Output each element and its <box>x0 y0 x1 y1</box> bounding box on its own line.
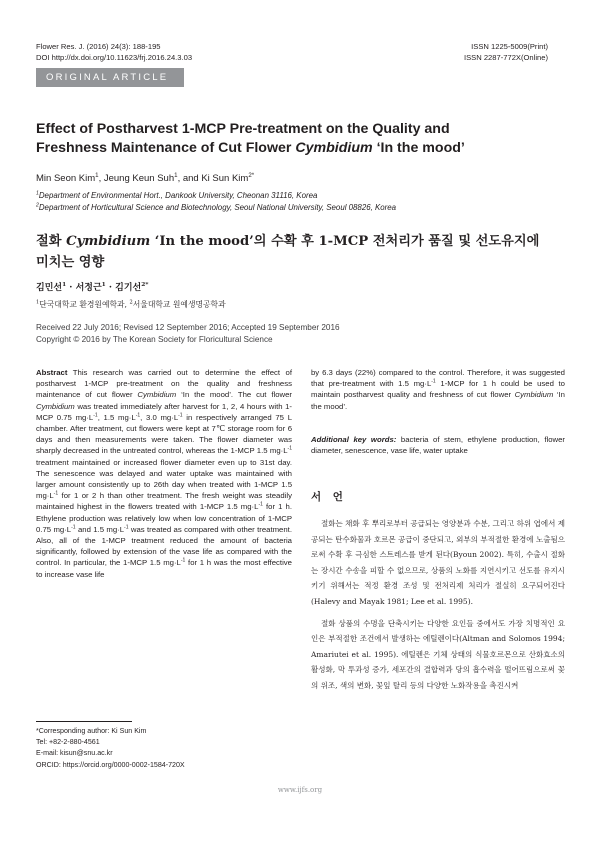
korean-author-1: 김민선 <box>36 283 63 293</box>
unit-exponent: -1 <box>431 378 436 385</box>
article-type-badge: ORIGINAL ARTICLE <box>36 68 184 87</box>
affiliation-2-text: Department of Horticultural Science and Biotechnology, Seoul National University, Seoul 08826, Korea <box>38 203 397 212</box>
abstract-text: in respectively arranged 75 L chamber. After treatment, cut flowers were kept at 7℃ storage room for 6 days and then measurements were taken. The flower diameter was sharply decreased in the untreated control, whereas the 1-MCP 1.5 mg·L <box>36 412 293 456</box>
korean-author-2-sup: 1 <box>101 282 106 288</box>
author-2-sup: 1 <box>174 171 178 179</box>
korean-title-part: 절화 <box>36 234 67 249</box>
abstract-text: for 1 h. Ethylene production was relatively low when low concentration of 1-MCP 0.75 mg·L <box>36 502 293 534</box>
abstract-species: Cymbidium <box>36 401 75 411</box>
unit-exponent: -1 <box>287 445 292 452</box>
korean-author-2: 서정근 <box>75 283 102 293</box>
abstract-text: 1-MCP for 1 h could be used to maintain postharvest quality and freshness of cut flower <box>311 379 565 400</box>
unit-exponent: -1 <box>124 524 129 531</box>
abstract-text: for 1 or 2 h than other treatment. The fresh weight was steadily maintained highest in the flowers treated with 1-MCP 1.5 mg·L <box>36 491 292 512</box>
abstract-text: ‘In the mood’. The cut flower <box>176 390 292 400</box>
korean-title-part: ‘In the mood’의 수확 후 1-MCP 전처리가 품질 및 선도유지에 <box>150 234 540 249</box>
abstract-text: was treated as compared with other treatment. Also, all of the 1-MCP treatment reduced the amount of bacteria significantly, followed by extension of the vase life as compared with the control. In particular, the 1-MCP 1.5 mg·L <box>36 524 292 568</box>
korean-author-sep: · <box>66 283 76 293</box>
author-sep: , <box>98 173 104 184</box>
footer-url[interactable]: www.ijfs.org <box>277 786 323 794</box>
affiliation-2-sup: 2 <box>36 202 39 209</box>
intro-paragraph: 절화 상품의 수명을 단축시키는 다양한 요인들 중에서도 가장 치명적인 요인은 부적절한 조건에서 발생하는 에틸렌이다(Altman and Solomos 1994; Amariutei et al. 1995). 에틸렌은 기체 상태의 식물호르몬으로 산화효소의 활성화, 막 투과성 증가, 세포간의 결합력과 당의 흡수력을 떨어뜨림으로써 꽃의 위조, 색의 변화, 꽃잎 탈리 등의 다양한 노화작용을 촉진시켜 <box>311 618 565 690</box>
keywords-label: Additional key words: <box>311 435 397 444</box>
unit-exponent: -1 <box>180 557 186 564</box>
korean-author-list <box>36 282 148 294</box>
korean-author-3: 김기선 <box>115 283 142 293</box>
author-3: Ki Sun Kim <box>201 173 249 184</box>
unit-exponent: -1 <box>178 412 183 419</box>
author-tel: Tel: +82-2-880-4561 <box>36 738 100 747</box>
author-3-sup: 2* <box>248 171 255 179</box>
korean-title-line-2: 미치는 영향 <box>36 255 105 270</box>
article-title <box>36 120 576 158</box>
abstract-text: , 1.5 mg·L <box>97 412 136 422</box>
publication-dates <box>36 322 340 345</box>
affiliation-2 <box>36 202 396 213</box>
korean-title-line-1 <box>36 231 576 252</box>
title-line-2 <box>36 139 576 158</box>
corresponding-author-footnote <box>36 726 185 771</box>
abstract-text: and 1.5 mg·L <box>75 524 125 534</box>
intro-paragraph: 절화는 채화 후 뿌리로부터 공급되는 영양분과 수분, 그리고 하위 엽에서 제공되는 탄수화물과 호르몬 공급이 중단되고, 외부의 부적절한 환경에 노출됨으로써 수확 후 극심한 스트레스를 받게 된다(Byoun 2002). 특히, 수출시 절화는 장시간 수송을 피할 수 없으므로, 상품의 노화를 지연시키고 선도를 유지시키기 위해서는 적정 환경 조성 및 전처리제 처리가 절실히 요구되어진다(Halevy and Mayak 1981; Lee et al. 1995). <box>311 519 565 606</box>
abstract <box>36 367 292 580</box>
author-email[interactable]: E-mail: kisun@snu.ac.kr <box>36 749 113 758</box>
abstract-text: ‘In the mood’. <box>311 390 565 411</box>
issn-print: ISSN 1225-5009(Print) <box>471 42 548 51</box>
author-sep: , and <box>177 173 202 184</box>
footnote-rule <box>36 721 132 722</box>
abstract-text: by 6.3 days (22%) compared to the control. Therefore, it was suggested that pre-treatment with 1.5 mg·L <box>311 368 565 389</box>
korean-author-1-sup: 1 <box>62 282 67 288</box>
introduction-body <box>311 516 565 700</box>
doi-line[interactable]: DOI http://dx.doi.org/10.11623/frj.2016.24.3.03 <box>36 53 193 62</box>
author-list <box>36 173 254 185</box>
affiliation-1-text: Department of Environmental Hort., Dankook University, Cheonan 31116, Korea <box>38 191 318 200</box>
abstract-text: was treated immediately after harvest for 1, 2, 4 hours with 1-MCP 0.75 mg·L <box>36 401 292 422</box>
title-species: Cymbidium <box>295 140 373 156</box>
unit-exponent: -1 <box>93 412 98 419</box>
korean-aff-2-sup: 2 <box>129 299 133 306</box>
journal-line: Flower Res. J. (2016) 24(3): 188-195 <box>36 42 161 51</box>
abstract-text: This research was carried out to determine the effect of postharvest 1-MCP pre-treatment on the quality and freshness maintenance of cut flower <box>36 368 292 400</box>
unit-exponent: -1 <box>135 412 141 419</box>
keywords-text: bacteria of stem, ethylene production, flower diameter, senescence, vase life, water uptake <box>311 435 565 456</box>
journal-citation <box>36 41 192 63</box>
korean-aff-2: 서울대학교 원예생명공학과 <box>132 300 226 309</box>
issn-block <box>464 41 548 63</box>
abstract-species: Cymbidium <box>137 390 177 400</box>
unit-exponent: -1 <box>53 490 59 497</box>
abstract-text: treatment maintained or increased flower diameter even up to 31st day. The senescence was delayed and water uptake was maintained with larger amount consistently up to 26th day when treated with 1-MCP 1.5 mg·L <box>36 457 292 501</box>
abstract-species: Cymbidium <box>514 390 554 400</box>
author-2: Jeung Keun Suh <box>103 173 175 184</box>
abstract-text: for 1 h was the most effective to increase vase life <box>36 558 292 579</box>
korean-aff-1-sup: 1 <box>36 299 40 306</box>
unit-exponent: -1 <box>71 524 76 531</box>
korean-title <box>36 231 576 273</box>
title-line-1: Effect of Postharvest 1-MCP Pre-treatment on the Quality and <box>36 121 450 137</box>
received-line: Received 22 July 2016; Revised 12 September 2016; Accepted 19 September 2016 <box>36 323 340 332</box>
korean-aff-1: 단국대학교 환경원예학과, <box>39 300 130 309</box>
author-1: Min Seon Kim <box>36 173 96 184</box>
abstract-continued <box>311 367 565 412</box>
corresponding-author: *Corresponding author: Ki Sun Kim <box>36 727 147 735</box>
affiliation-1 <box>36 190 317 201</box>
korean-affiliations <box>36 299 226 310</box>
affiliation-1-sup: 1 <box>36 190 39 197</box>
author-orcid[interactable]: ORCID: https://orcid.org/0000-0002-1584-720X <box>36 760 185 769</box>
korean-title-species: Cymbidium <box>66 234 151 249</box>
keywords <box>311 434 565 456</box>
korean-author-sep: · <box>105 283 116 293</box>
korean-author-3-sup: 2* <box>141 282 149 288</box>
unit-exponent: -1 <box>258 501 263 508</box>
author-1-sup: 1 <box>95 171 99 179</box>
copyright-line: Copyright © 2016 by The Korean Society for Floricultural Science <box>36 334 273 344</box>
abstract-text: , 3.0 mg·L <box>140 412 179 422</box>
section-heading-introduction: 서 언 <box>311 491 347 503</box>
abstract-label: Abstract <box>36 368 68 377</box>
title-line-2-suffix: ‘In the mood’ <box>372 140 465 156</box>
issn-online: ISSN 2287-772X(Online) <box>464 53 548 62</box>
title-line-2-prefix: Freshness Maintenance of Cut Flower <box>36 140 296 156</box>
